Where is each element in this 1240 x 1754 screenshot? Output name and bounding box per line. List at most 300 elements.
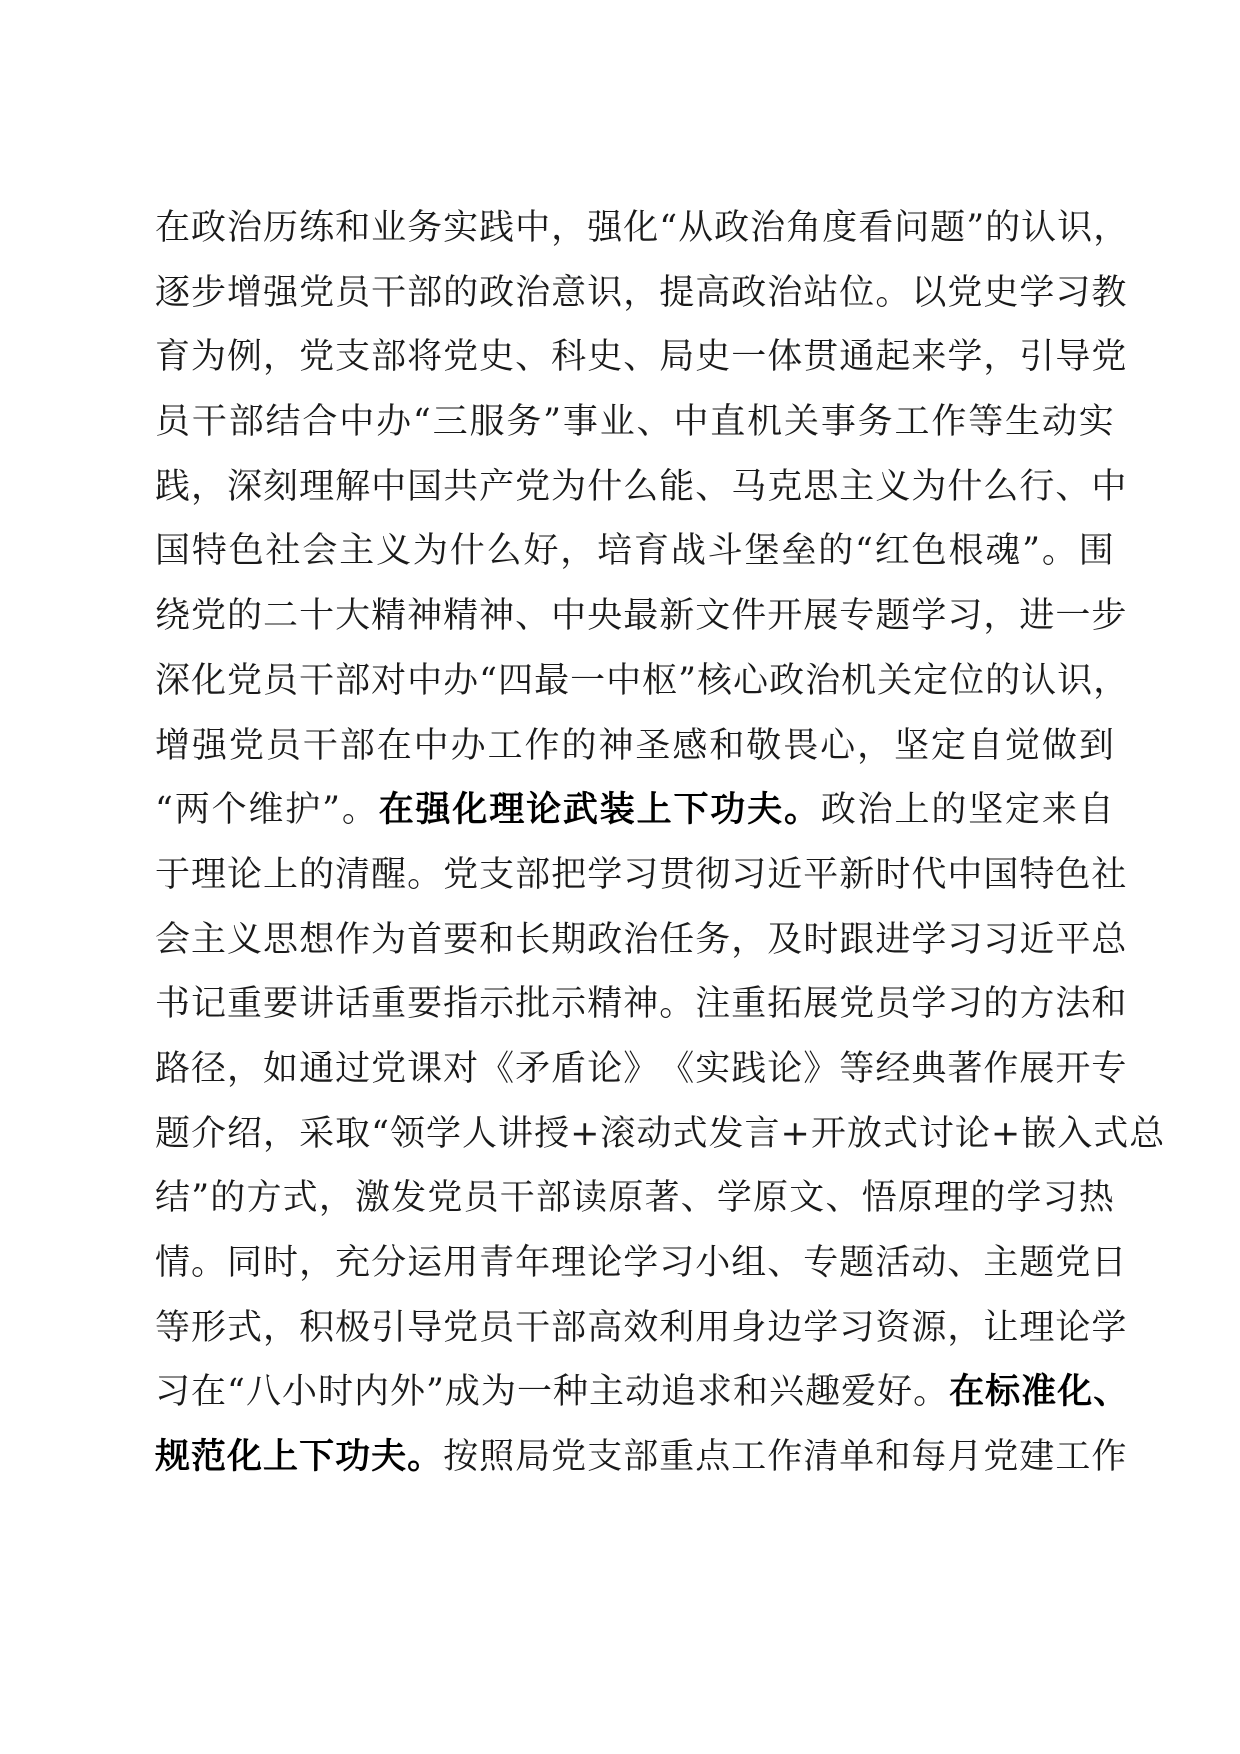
text-char: 充	[335, 1243, 372, 1283]
bold-heading-char: 论	[526, 790, 563, 831]
text-char: 支	[335, 337, 372, 378]
text-char: 活	[875, 1243, 912, 1283]
text-char: 论	[767, 1048, 804, 1089]
text-char: 时	[803, 919, 840, 960]
text-char: 提	[659, 272, 696, 313]
text-char: 导	[1055, 337, 1092, 378]
text-char: 利	[659, 1307, 696, 1348]
text-char: 学	[1019, 272, 1056, 313]
text-char: 事	[562, 402, 599, 443]
text-char: 开	[767, 596, 804, 637]
text-char: 边	[767, 1307, 804, 1348]
text-char: 主	[983, 1243, 1020, 1283]
text-char: 中	[413, 725, 450, 766]
text-char: 、	[515, 596, 552, 637]
text-char: 话	[335, 984, 372, 1025]
text-char: 作	[524, 725, 561, 766]
text-char: 斗	[707, 531, 744, 572]
text-char: 党	[1091, 337, 1128, 378]
text-char: 解	[335, 466, 372, 507]
text-char: 化	[623, 208, 660, 248]
text-char: 逐	[155, 272, 192, 313]
bold-heading-char: 化	[227, 1437, 264, 1478]
text-char: 总	[1129, 1113, 1166, 1154]
text-char: 主	[588, 1372, 625, 1413]
text-char: 定	[1005, 790, 1042, 831]
text-char: 直	[710, 402, 747, 443]
text-char: 作	[931, 402, 968, 443]
text-char: 于	[155, 854, 192, 895]
text-line	[155, 1296, 1128, 1361]
text-char: 绍	[227, 1113, 264, 1154]
text-char: 史	[479, 337, 516, 378]
text-char: 科	[551, 337, 588, 378]
text-char: ，	[1093, 660, 1130, 701]
text-char: 同	[227, 1243, 264, 1283]
text-char: 的	[818, 531, 855, 572]
text-char: +	[570, 1113, 601, 1154]
text-char: ，	[263, 1307, 300, 1348]
text-line	[155, 455, 1128, 520]
text-char: 部	[551, 1307, 588, 1348]
bold-heading-char: 装	[599, 790, 636, 831]
text-char: 种	[552, 1372, 589, 1413]
text-char: 深	[227, 466, 264, 507]
text-char: 堡	[744, 531, 781, 572]
text-char: 件	[731, 596, 768, 637]
text-char: 会	[302, 531, 339, 572]
text-char: 高	[587, 1307, 624, 1348]
text-char: 文	[695, 596, 732, 637]
text-char: 专	[1091, 1048, 1128, 1089]
text-char: ，	[227, 1048, 264, 1089]
text-char: 新	[839, 854, 876, 895]
text-char: 大	[335, 596, 372, 637]
text-char: 党	[228, 725, 265, 766]
text-char: 培	[597, 531, 634, 572]
text-char: 刻	[263, 466, 300, 507]
text-char: 党	[443, 854, 480, 895]
text-char: 时	[875, 854, 912, 895]
text-char: 、	[825, 1178, 862, 1219]
text-char: 工	[731, 1437, 768, 1478]
text-char: 成	[444, 1372, 481, 1413]
text-line	[155, 908, 1128, 973]
text-char: 首	[407, 919, 444, 960]
text-char: 每	[911, 1437, 948, 1478]
text-char: 核	[697, 660, 734, 701]
text-char: 实	[695, 1048, 732, 1089]
text-char: 的	[983, 984, 1020, 1025]
text-char: 青	[479, 1243, 516, 1283]
text-char: 政	[820, 790, 857, 831]
text-char: 为	[551, 466, 588, 507]
text-char: 习	[1042, 1178, 1079, 1219]
text-char: 照	[479, 1437, 516, 1478]
text-char: 中	[407, 660, 444, 701]
text-char: 和	[335, 208, 372, 248]
text-char: 分	[371, 1243, 408, 1283]
text-char: 重	[731, 984, 768, 1025]
text-char: 育	[155, 337, 192, 378]
text-char: 》	[623, 1048, 660, 1089]
text-char: 四	[498, 660, 535, 701]
text-char: 业	[371, 208, 408, 248]
text-char: 热	[1078, 1178, 1115, 1219]
text-char: 读	[572, 1178, 609, 1219]
text-char: 践	[155, 466, 192, 507]
text-char: 和	[1091, 984, 1128, 1025]
text-char: 史	[695, 337, 732, 378]
text-char: 干	[371, 272, 408, 313]
text-char: 觉	[1004, 725, 1041, 766]
text-char: 日	[1091, 1243, 1128, 1283]
text-char: 在	[376, 725, 413, 766]
text-char: 式	[672, 1113, 709, 1154]
bold-heading-char: 。	[407, 1437, 444, 1478]
text-char: 局	[659, 337, 696, 378]
text-char: 理	[1019, 1307, 1056, 1348]
text-char: 践	[479, 208, 516, 248]
text-char: 开	[810, 1113, 847, 1154]
text-char: 党	[191, 596, 228, 637]
text-char: 国	[407, 466, 444, 507]
text-char: 定	[931, 725, 968, 766]
text-char: 什	[449, 531, 486, 572]
text-char: 著	[947, 1048, 984, 1089]
text-char: 工	[1055, 1437, 1092, 1478]
text-char: 化	[191, 660, 228, 701]
text-char: 批	[515, 984, 552, 1025]
text-char: 爱	[841, 1372, 878, 1413]
text-char: 党	[427, 1178, 464, 1219]
text-char: 员	[479, 1307, 516, 1348]
text-line	[155, 1102, 1166, 1167]
text-char: 来	[911, 337, 948, 378]
text-char: 外	[390, 1372, 427, 1413]
text-char: 动	[636, 1113, 673, 1154]
text-char: 讲	[299, 984, 336, 1025]
text-line	[155, 325, 1128, 390]
text-line	[155, 196, 1130, 261]
text-char: 在	[155, 208, 192, 248]
text-char: 激	[355, 1178, 392, 1219]
text-line	[155, 714, 1115, 779]
bold-heading-char: 准	[1021, 1372, 1058, 1413]
text-char: ”	[1022, 531, 1042, 572]
text-char: 习	[947, 596, 984, 637]
text-char: 部	[371, 337, 408, 378]
text-char: 上	[894, 790, 931, 831]
text-char: 护	[285, 790, 322, 831]
text-char: 魂	[985, 531, 1022, 572]
text-char: 介	[191, 1113, 228, 1154]
text-line	[155, 843, 1128, 908]
text-char: 合	[302, 402, 339, 443]
text-char: 员	[875, 984, 912, 1025]
text-line	[155, 584, 1128, 649]
text-char: 时	[317, 1372, 354, 1413]
text-char: 共	[443, 466, 480, 507]
text-char: ，	[263, 337, 300, 378]
text-char: 党	[983, 1437, 1020, 1478]
text-char: 总	[1091, 919, 1128, 960]
text-char: 党	[1055, 1243, 1092, 1283]
text-char: 习	[983, 919, 1020, 960]
text-char: 圣	[635, 725, 672, 766]
text-char: 么	[623, 466, 660, 507]
text-char: ”	[191, 1178, 211, 1219]
text-line	[155, 972, 1128, 1037]
text-char: 。	[913, 1372, 950, 1413]
text-char: 工	[487, 725, 524, 766]
text-char: 强	[587, 208, 624, 248]
text-char: 社	[1091, 854, 1128, 895]
bold-heading-char: 化	[452, 790, 489, 831]
text-char: 注	[695, 984, 732, 1025]
bold-heading-char: 武	[562, 790, 599, 831]
text-char: 、	[1055, 466, 1092, 507]
text-char: 《	[659, 1048, 696, 1089]
text-char: 党	[947, 272, 984, 313]
text-char: 产	[479, 466, 516, 507]
text-char: 部	[228, 402, 265, 443]
text-char: 中	[606, 660, 643, 701]
text-char: 个	[211, 790, 248, 831]
text-char: 问	[894, 208, 931, 248]
text-char: ，	[560, 531, 597, 572]
text-char: 生	[1005, 402, 1042, 443]
text-char: 论	[954, 1113, 991, 1154]
text-char: 机	[747, 402, 784, 443]
text-char: 贯	[803, 337, 840, 378]
text-char: 学	[947, 337, 984, 378]
text-char: 将	[407, 337, 444, 378]
text-char: ”	[966, 208, 986, 248]
text-char: 一	[570, 660, 607, 701]
text-char: 授	[534, 1113, 571, 1154]
text-char: 发	[391, 1178, 428, 1219]
text-char: “	[227, 1372, 246, 1413]
text-char: 神	[623, 984, 660, 1025]
text-char: 高	[695, 272, 732, 313]
text-char: 要	[443, 919, 480, 960]
text-char: 等	[968, 402, 1005, 443]
bold-heading-char: 功	[335, 1437, 372, 1478]
bold-heading-char: 标	[985, 1372, 1022, 1413]
text-char: 色	[228, 531, 265, 572]
text-char: 对	[443, 1048, 480, 1089]
text-char: 理	[551, 1243, 588, 1283]
text-char: “	[155, 790, 174, 831]
text-char: ，	[551, 208, 588, 248]
text-char: 什	[587, 466, 624, 507]
text-char: 小	[695, 1243, 732, 1283]
text-char: 务	[407, 208, 444, 248]
text-char: 领	[390, 1113, 427, 1154]
text-char: 治	[767, 272, 804, 313]
text-char: 坚	[968, 790, 1005, 831]
text-char: 代	[911, 854, 948, 895]
text-char: 敬	[746, 725, 783, 766]
text-char: ，	[1093, 208, 1130, 248]
text-char: 神	[407, 596, 444, 637]
text-char: 、	[695, 466, 732, 507]
text-char: 的	[985, 660, 1022, 701]
text-char: 围	[1078, 531, 1115, 572]
body-paragraph	[155, 196, 1166, 1490]
text-char: 治	[750, 208, 787, 248]
text-line	[155, 1037, 1128, 1102]
text-char: 干	[499, 1178, 536, 1219]
text-char: 学	[426, 1113, 463, 1154]
text-char: 时	[263, 1243, 300, 1283]
text-char: 跟	[839, 919, 876, 960]
text-char: 上	[263, 854, 300, 895]
text-char: 作	[983, 1048, 1020, 1089]
bold-heading-char: 下	[299, 1437, 336, 1478]
text-char: 根	[948, 531, 985, 572]
text-char: 治	[515, 272, 552, 313]
text-char: 主	[191, 919, 228, 960]
text-char: 度	[822, 208, 859, 248]
text-char: 政	[191, 208, 228, 248]
text-char: 部	[623, 1437, 660, 1478]
text-char: 想	[299, 919, 336, 960]
text-char: 、	[767, 1243, 804, 1283]
text-char: 。	[875, 272, 912, 313]
text-char: 求	[697, 1372, 734, 1413]
text-char: 一	[1055, 596, 1092, 637]
text-line	[155, 390, 1115, 455]
text-char: 为	[911, 466, 948, 507]
text-char: 重	[227, 984, 264, 1025]
text-char: 》	[803, 1048, 840, 1089]
text-char: 办	[376, 402, 413, 443]
text-char: 定	[913, 660, 950, 701]
text-char: 原	[608, 1178, 645, 1219]
text-char: 员	[265, 725, 302, 766]
text-char: 实	[443, 208, 480, 248]
text-char: 要	[263, 984, 300, 1025]
bold-heading-char: 规	[155, 1437, 192, 1478]
text-char: 关	[783, 402, 820, 443]
text-char: 治	[227, 208, 264, 248]
text-char: 作	[767, 1437, 804, 1478]
text-char: 式	[882, 1113, 919, 1154]
text-char: 趣	[805, 1372, 842, 1413]
text-char: 体	[767, 337, 804, 378]
text-line	[155, 649, 1130, 714]
text-char: 等	[155, 1307, 192, 1348]
text-char: 步	[191, 272, 228, 313]
text-char: 学	[1091, 1307, 1128, 1348]
bold-heading-char: 范	[191, 1437, 228, 1478]
text-char: 及	[767, 919, 804, 960]
text-char: 记	[191, 984, 228, 1025]
text-char: 讨	[918, 1113, 955, 1154]
text-char: 。	[191, 1243, 228, 1283]
text-char: 最	[623, 596, 660, 637]
text-char: 指	[443, 984, 480, 1025]
text-char: 追	[661, 1372, 698, 1413]
text-char: 政	[587, 919, 624, 960]
text-char: ，	[191, 466, 228, 507]
text-char: 党	[515, 466, 552, 507]
text-char: 展	[803, 596, 840, 637]
text-char: 色	[1055, 854, 1092, 895]
text-char: ，	[299, 1243, 336, 1283]
text-char: 讲	[498, 1113, 535, 1154]
text-char: 题	[875, 596, 912, 637]
text-char: 部	[515, 854, 552, 895]
text-char: 来	[1041, 790, 1078, 831]
text-char: 绕	[155, 596, 192, 637]
text-char: 言	[744, 1113, 781, 1154]
text-char: 学	[1006, 1178, 1043, 1219]
text-char: 为	[371, 919, 408, 960]
text-char: 党	[443, 337, 480, 378]
text-char: 清	[803, 1437, 840, 1478]
text-char: 习	[1055, 272, 1092, 313]
text-char: 结	[155, 1178, 192, 1219]
text-char: 、	[680, 1178, 717, 1219]
text-char: 书	[155, 984, 192, 1025]
text-char: 彻	[695, 854, 732, 895]
text-char: 服	[469, 402, 506, 443]
text-char: ，	[318, 1178, 355, 1219]
text-char: 理	[191, 854, 228, 895]
text-char: 识	[1057, 208, 1094, 248]
text-char: 和	[709, 725, 746, 766]
text-char: ，	[983, 337, 1020, 378]
text-char: 一	[516, 1372, 553, 1413]
text-char: 展	[1019, 1048, 1056, 1089]
text-char: 按	[443, 1437, 480, 1478]
text-line	[155, 261, 1128, 326]
text-line	[155, 519, 1115, 584]
text-char: 放	[846, 1113, 883, 1154]
text-char: 开	[1055, 1048, 1092, 1089]
text-char: 政	[479, 272, 516, 313]
text-line	[155, 778, 1115, 843]
text-char: 位	[949, 660, 986, 701]
text-char: 组	[731, 1243, 768, 1283]
text-char: 。	[1041, 531, 1078, 572]
text-char: 示	[479, 984, 516, 1025]
text-char: 用	[443, 1243, 480, 1283]
text-char: 专	[839, 596, 876, 637]
text-char: 会	[155, 919, 192, 960]
text-char: 行	[1019, 466, 1056, 507]
text-char: 导	[407, 1307, 444, 1348]
text-char: 么	[983, 466, 1020, 507]
text-char: 员	[463, 1178, 500, 1219]
text-char: 特	[1019, 854, 1056, 895]
text-char: 清	[335, 854, 372, 895]
text-char: 支	[587, 1437, 624, 1478]
text-char: 历	[263, 208, 300, 248]
text-char: 文	[789, 1178, 826, 1219]
text-char: 务	[506, 402, 543, 443]
text-char: 论	[1055, 1307, 1092, 1348]
text-char: 干	[515, 1307, 552, 1348]
text-char: ，	[857, 725, 894, 766]
text-char: 位	[839, 272, 876, 313]
text-char: 党	[551, 1437, 588, 1478]
text-char: 工	[894, 402, 931, 443]
text-char: 的	[443, 272, 480, 313]
